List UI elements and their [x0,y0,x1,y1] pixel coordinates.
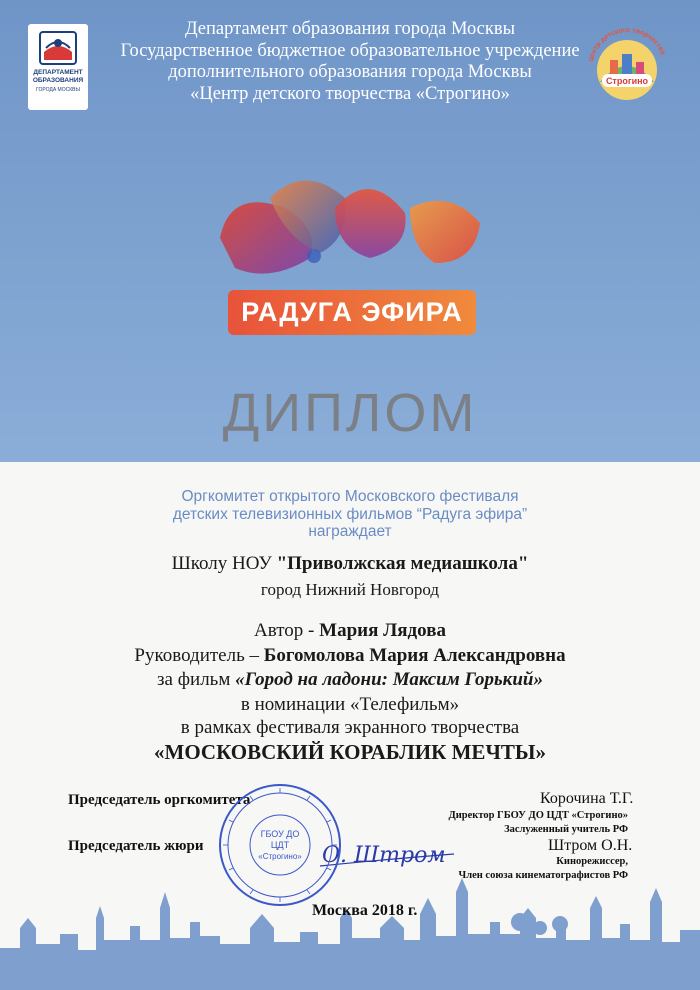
festival-banner: РАДУГА ЭФИРА [228,290,476,335]
header-line: Государственное бюджетное образовательное учреждение [120,40,580,61]
festival-name: «МОСКОВСКИЙ КОРАБЛИК МЕЧТЫ» [154,740,546,764]
city-line: город Нижний Новгород [260,580,440,599]
author-line [0,620,700,642]
leader-name: Богомолова Мария Александровна [263,645,566,666]
strogino-name: Строгино [605,76,649,86]
dept-logo-line3: ГОРОДА МОСКВЫ [36,87,80,93]
leader-label: Руководитель – [134,645,264,666]
header-line: дополнительного образования города Москвы [168,62,532,82]
chair-name: Корочина Т.Г. [540,790,634,807]
school-prefix: Школу НОУ [171,553,277,574]
chair-title-2: Заслуженный учитель РФ [504,824,628,835]
organizer-text [0,488,700,541]
place-date: Москва 2018 г. [312,902,418,919]
dept-logo-line1: ДЕПАРТАМЕНТ [33,69,83,76]
author-name: Мария Лядова [319,620,446,641]
dept-emblem-icon [38,30,78,66]
strogino-logo [580,20,675,115]
chair-title-1: Директор ГБОУ ДО ЦДТ «Строгино» [448,810,628,821]
dept-logo-line2: ОБРАЗОВАНИЯ [32,77,84,84]
nomination-line: в номинации «Телефильм» [240,694,460,715]
header-line: «Центр детского творчества «Строгино» [190,83,510,104]
author-label: Автор - [254,620,320,641]
moscow-skyline [0,878,700,990]
jury-name: Штром О.Н. [548,837,633,854]
header-text [100,19,600,105]
organizer-line: детских телевизионных фильмов “Радуга эфира” [172,505,528,523]
film-label: за фильм [157,669,236,690]
stamp-line-1: ГБОУ ДО [260,829,300,839]
jury-label: Председатель жюри [68,838,204,854]
festival-flower-logo [210,168,500,283]
strogino-arc-text: центр детского творчества [587,27,667,63]
school-line [0,553,700,575]
stamp-line-3: «Строгино» [258,852,302,861]
film-name: «Город на ладони: Максим Горький» [235,669,543,690]
department-logo [28,24,88,110]
frame-line: в рамках фестиваля экранного творчества [180,717,520,738]
leader-line [0,645,700,667]
jury-title-1: Кинорежиссер, [556,856,628,867]
film-line [0,669,700,691]
organizer-line: награждает [308,523,392,540]
jury-title-2: Член союза кинематографистов РФ [458,870,628,881]
organization-stamp [215,780,345,910]
diploma-title: ДИПЛОМ [222,383,478,443]
school-name: "Приволжская медиашкола" [276,553,529,574]
stamp-line-2: ЦДТ [270,840,290,850]
chair-label: Председатель оргкомитета [68,792,251,808]
header-line: Департамент образования города Москвы [184,19,516,39]
signature-text: О. Штром [322,843,446,868]
organizer-line: Оргкомитет открытого Московского фестиваля [181,488,519,505]
